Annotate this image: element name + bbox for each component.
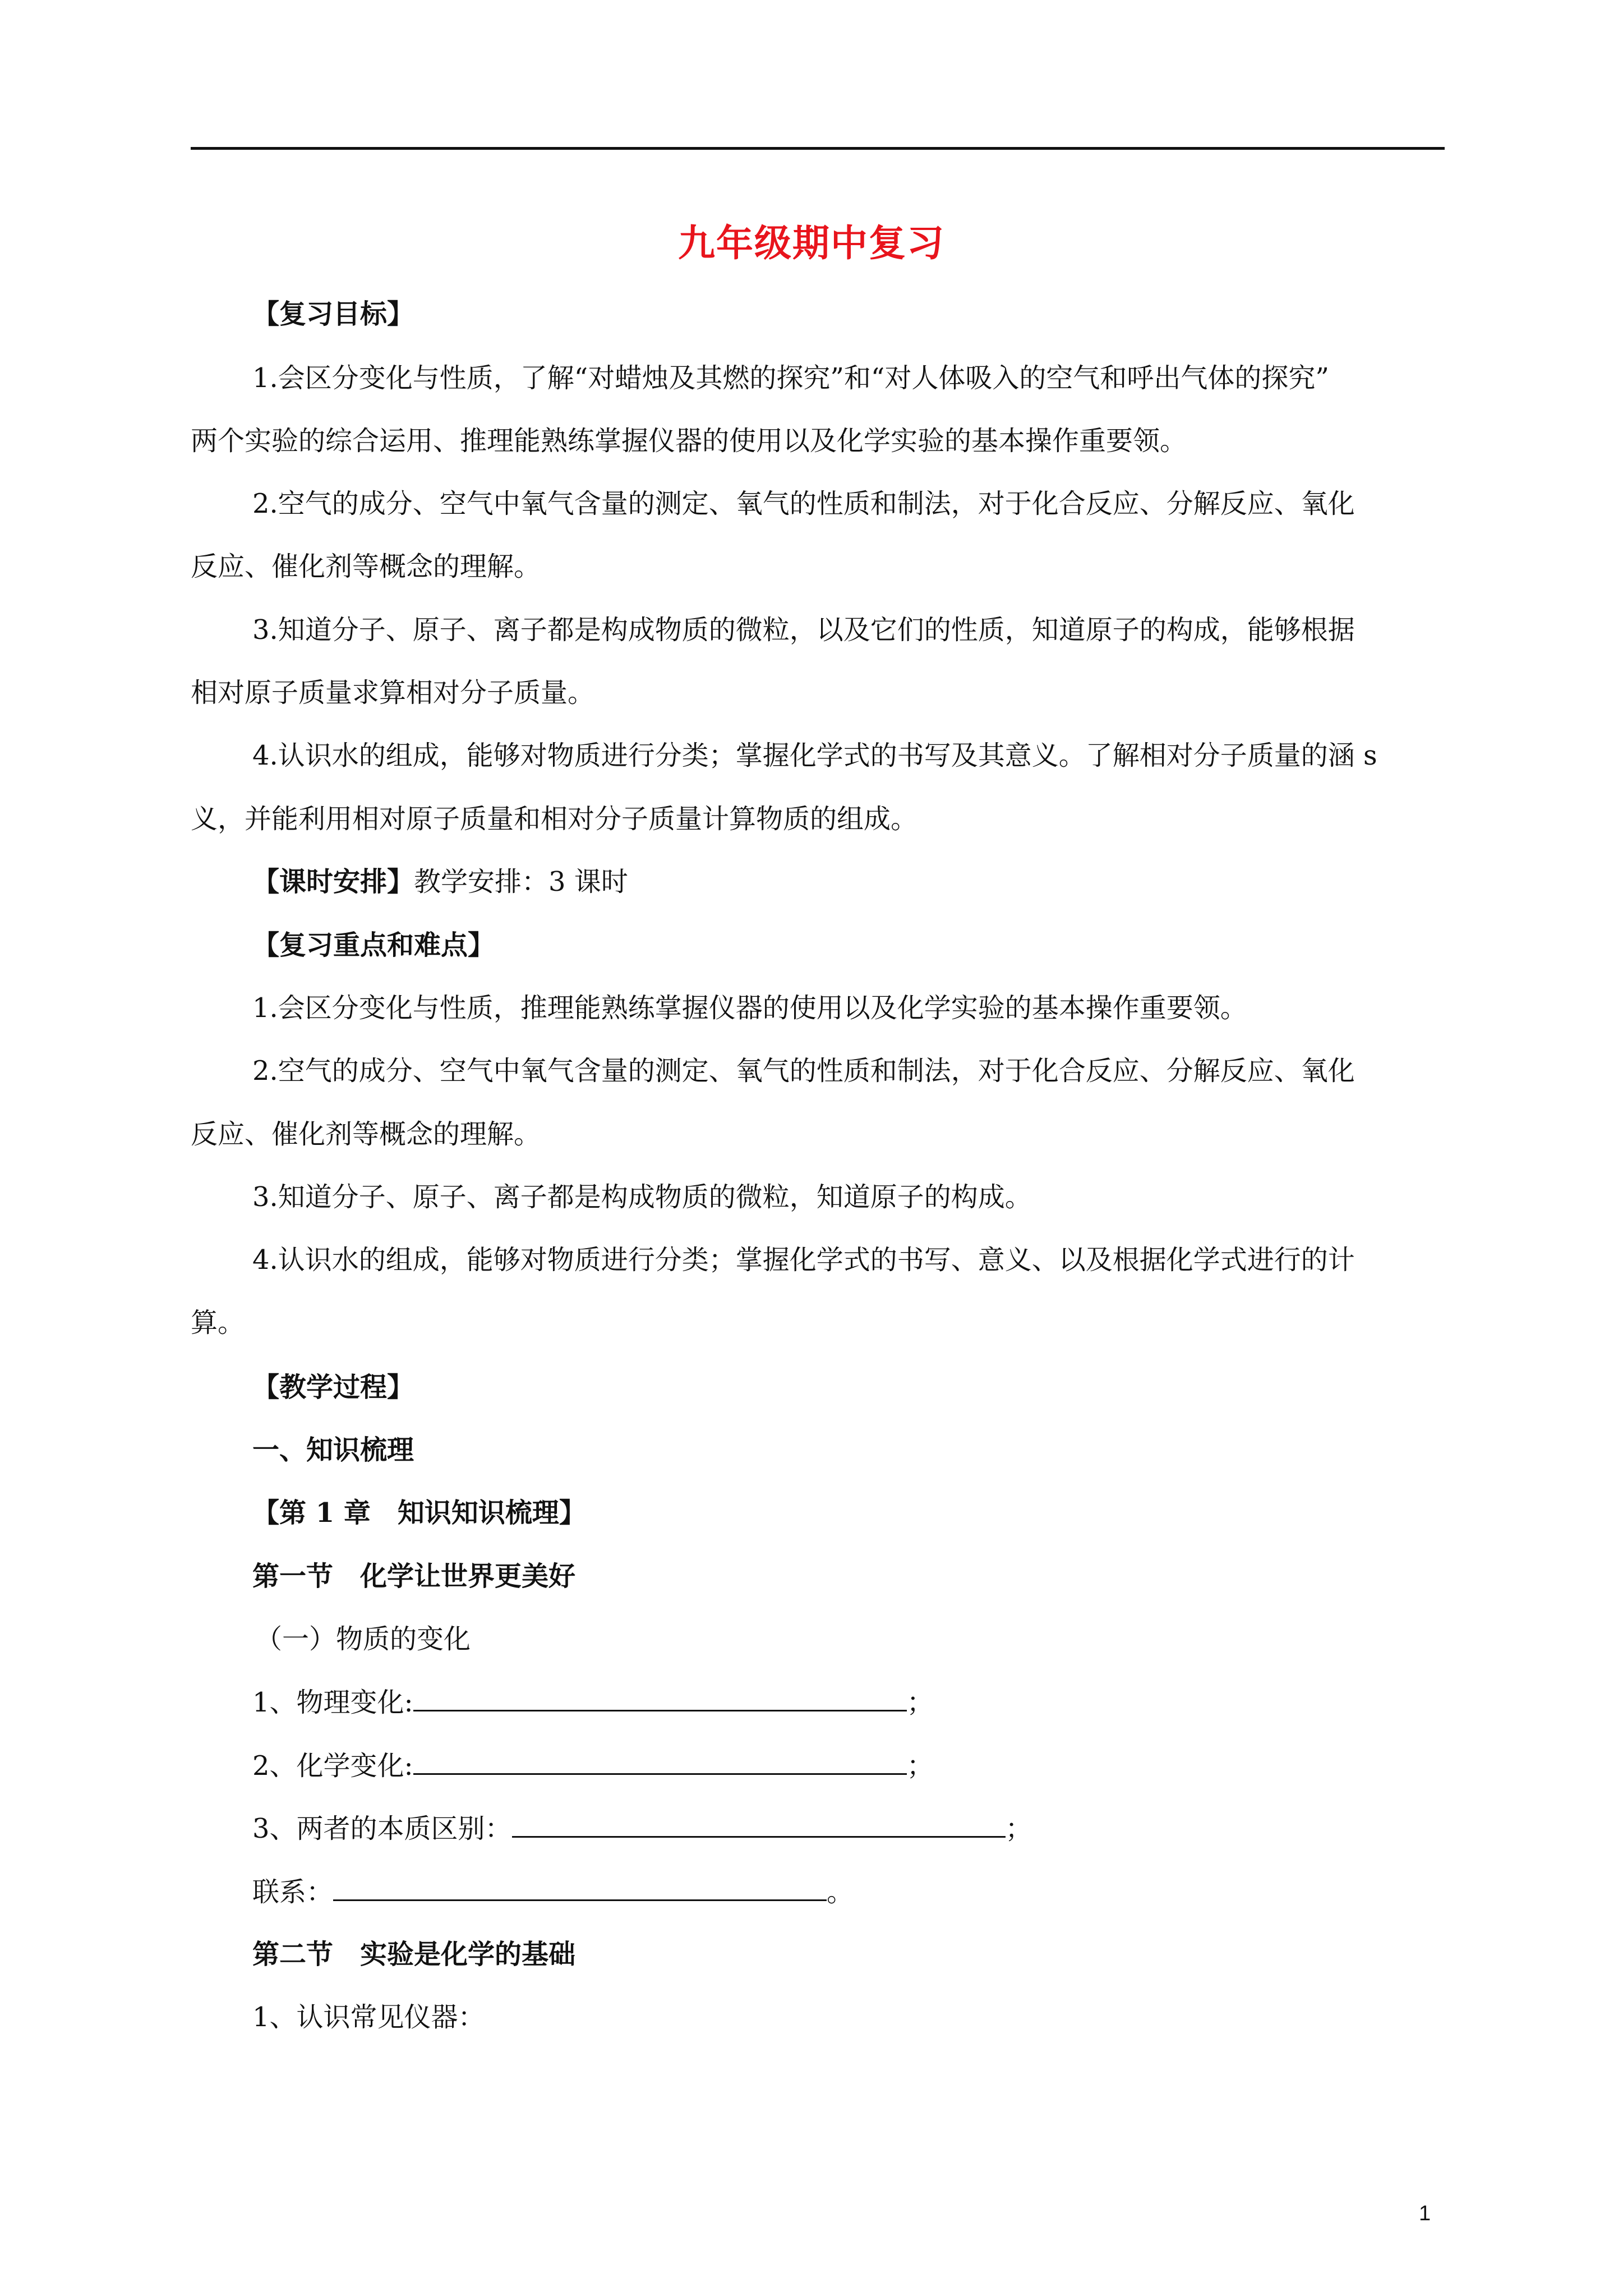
page-title: 九年级期中复习 xyxy=(678,222,945,265)
goal-3-line2: 相对原子质量求算相对分子质量。 xyxy=(191,677,595,708)
focus-3-line1: 3.知道分子、原子、离子都是构成物质的微粒，知道原子的构成。 xyxy=(252,1181,1032,1213)
page-number: 1 xyxy=(1419,2202,1431,2225)
goals-heading: 【复习目标】 xyxy=(252,298,414,330)
focus-4-line2: 算。 xyxy=(191,1307,245,1338)
difference-label: 3、两者的本质区别： xyxy=(252,1813,512,1844)
difference-blank[interactable] xyxy=(512,1811,1006,1838)
goal-4-line1: 4.认识水的组成，能够对物质进行分类；掌握化学式的书写及其意义。了解相对分子质量的涵 s xyxy=(252,740,1377,771)
physical-change-line xyxy=(252,1685,934,1719)
lesson-1-heading: 第一节 化学让世界更美好 xyxy=(252,1561,576,1592)
chemical-change-blank[interactable] xyxy=(413,1749,907,1775)
difference-end: ； xyxy=(1005,1813,1032,1844)
focus-2-line2: 反应、催化剂等概念的理解。 xyxy=(191,1119,541,1150)
goal-3-line1: 3.知道分子、原子、离子都是构成物质的微粒，以及它们的性质，知道原子的构成，能够根据 xyxy=(252,614,1355,646)
difference-line xyxy=(252,1811,1032,1846)
instruments-line: 1、认识常见仪器： xyxy=(252,2001,485,2033)
relation-label: 联系： xyxy=(252,1876,334,1908)
goal-1-line2: 两个实验的综合运用、推理能熟练掌握仪器的使用以及化学实验的基本操作重要领。 xyxy=(191,425,1187,457)
focus-1-line1: 1.会区分变化与性质，推理能熟练掌握仪器的使用以及化学实验的基本操作重要领。 xyxy=(252,992,1247,1024)
relation-blank[interactable] xyxy=(333,1875,827,1901)
relation-line xyxy=(252,1875,854,1909)
section-knowledge: 一、知识梳理 xyxy=(252,1434,414,1466)
chemical-change-line xyxy=(252,1749,934,1783)
focus-2-line1: 2.空气的成分、空气中氧气含量的测定、氧气的性质和制法，对于化合反应、分解反应、氧化 xyxy=(252,1055,1355,1087)
goal-1-line1: 1.会区分变化与性质，了解“对蜡烛及其燃的探究”和“对人体吸入的空气和呼出气体的探究” xyxy=(252,362,1329,394)
chemical-change-end: ； xyxy=(906,1750,934,1782)
focus-heading: 【复习重点和难点】 xyxy=(252,930,495,961)
schedule-text: 教学安排：3 课时 xyxy=(414,866,628,898)
schedule-line xyxy=(252,865,628,899)
physical-change-blank[interactable] xyxy=(413,1685,907,1711)
schedule-heading: 【课时安排】 xyxy=(252,866,414,898)
header-rule xyxy=(191,147,1445,150)
focus-4-line1: 4.认识水的组成，能够对物质进行分类；掌握化学式的书写、意义、以及根据化学式进行的计 xyxy=(252,1244,1355,1276)
goal-2-line2: 反应、催化剂等概念的理解。 xyxy=(191,551,541,582)
chemical-change-label: 2、化学变化: xyxy=(252,1750,413,1782)
relation-end: 。 xyxy=(827,1876,854,1908)
physical-change-end: ； xyxy=(906,1687,934,1718)
goal-2-line1: 2.空气的成分、空气中氧气含量的测定、氧气的性质和制法，对于化合反应、分解反应、氧化 xyxy=(252,488,1355,519)
lesson-2-heading: 第二节 实验是化学的基础 xyxy=(252,1939,576,1970)
chapter-1-heading: 【第 1 章 知识知识梳理】 xyxy=(252,1497,586,1529)
goal-4-line2: 义，并能利用相对原子质量和相对分子质量计算物质的组成。 xyxy=(191,803,918,835)
physical-change-label: 1、物理变化: xyxy=(252,1687,413,1718)
subsection-matter-change: （一）物质的变化 xyxy=(255,1623,471,1655)
process-heading: 【教学过程】 xyxy=(252,1372,414,1403)
